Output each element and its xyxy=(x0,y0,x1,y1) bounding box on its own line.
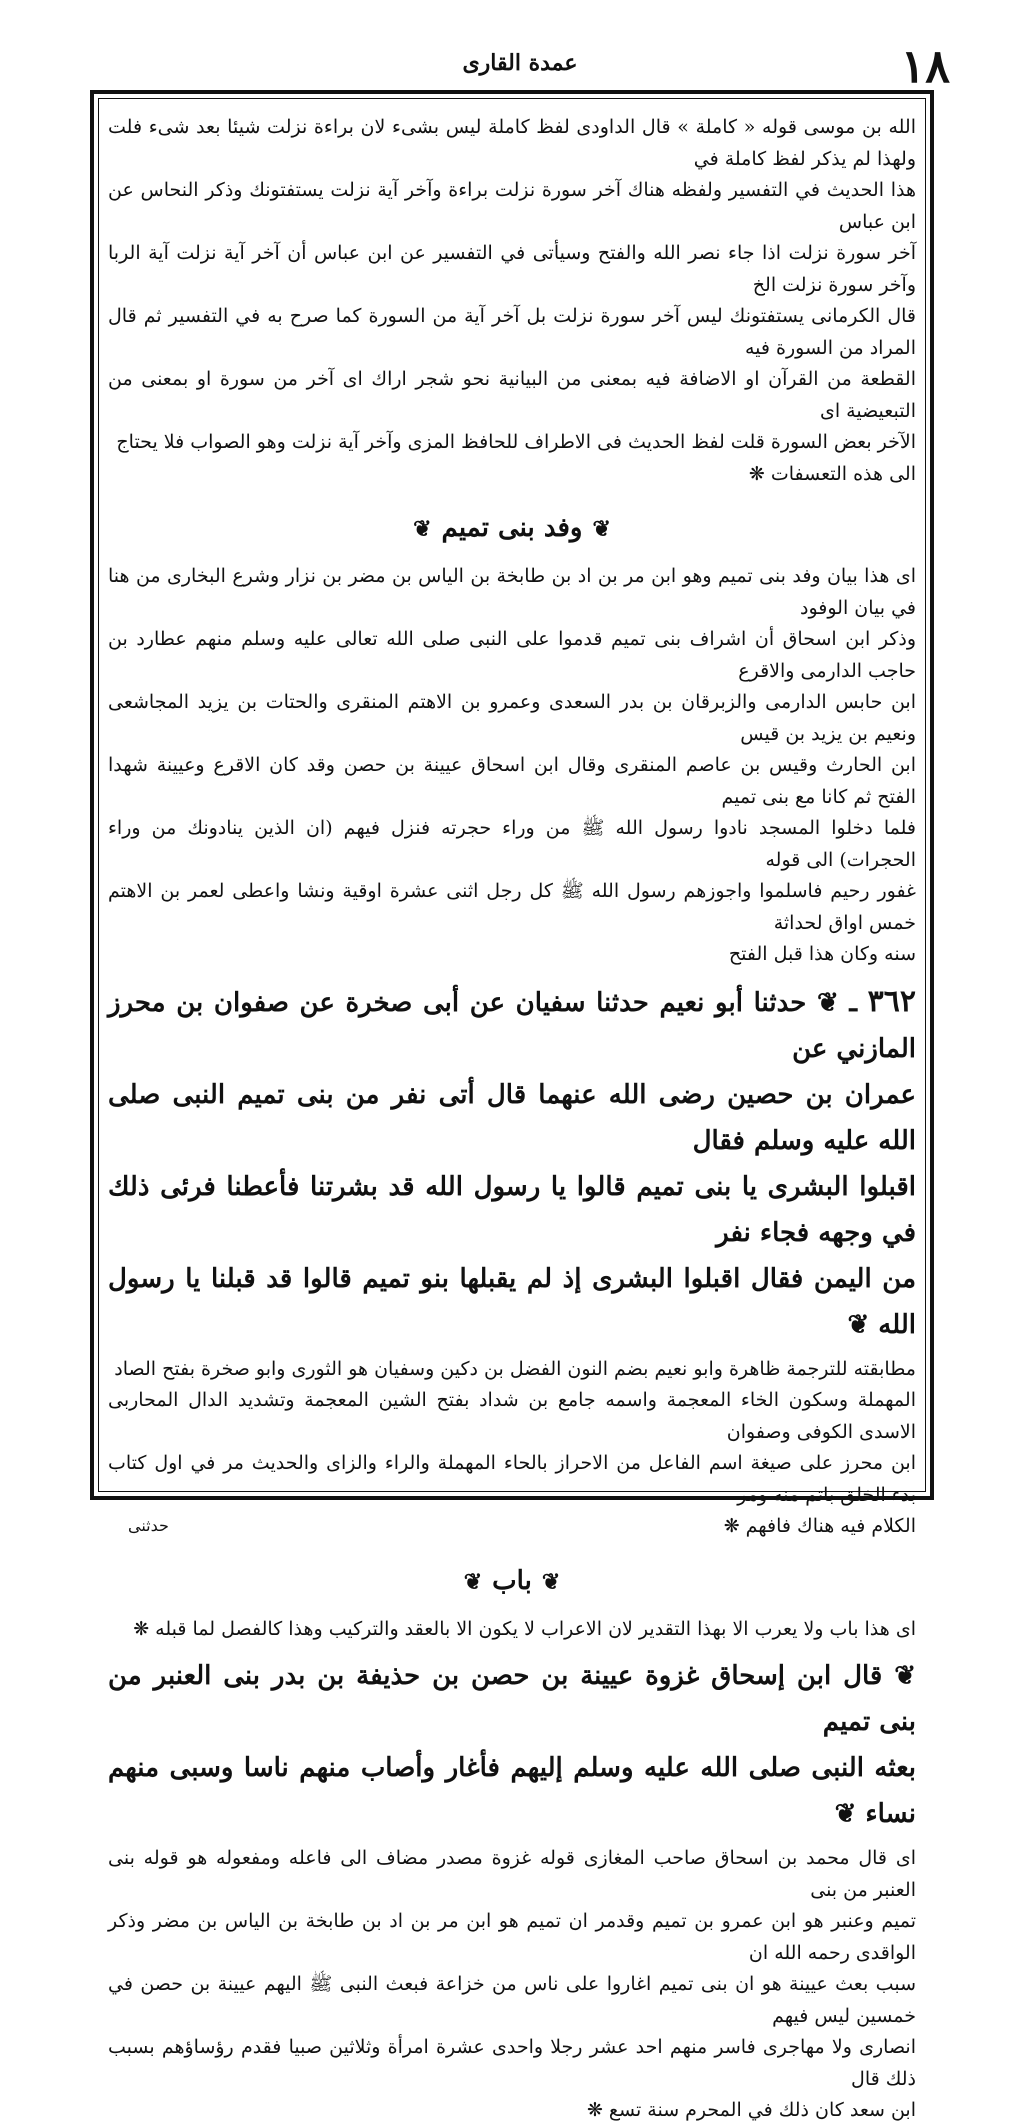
hadith-line: بعثه النبى صلى الله عليه وسلم إليهم فأغار وأصاب منهم ناسا وسبى منهم نساء ❦ xyxy=(108,1753,916,1829)
hadith-ibn-ishaq xyxy=(108,1653,916,1837)
text-line: تميم وعنبر هو ابن عمرو بن تميم وقدمر ان تميم هو ابن مر بن اد بن طابخة بن الياس بن مضر وذكر الواقدى رحمه الله ان xyxy=(108,1910,916,1964)
text-line: وذكر ابن اسحاق أن اشراف بنى تميم قدموا على النبى صلى الله تعالى عليه وسلم منهم عطارد بن حاجب الدارمى والاقرع xyxy=(108,628,916,682)
section-heading-text: وفد بنى تميم xyxy=(441,513,583,543)
ornament-icon: ❦ xyxy=(463,1568,483,1595)
page-header xyxy=(90,40,950,92)
text-line: القطعة من القرآن او الاضافة فيه بمعنى من البيانية نحو شجر اراك اى آخر من سورة او بمعنى من التبعيضية اى xyxy=(108,368,916,422)
text-line: الى هذه التعسفات ❋ xyxy=(748,462,916,485)
text-line: المهملة وسكون الخاء المعجمة واسمه جامع بن شداد بفتح الشين المعجمة وتشديد الدال المحاربى الاسدى الكوفى وصفوان xyxy=(108,1389,916,1443)
text-line: الآخر بعض السورة قلت لفظ الحديث فى الاطراف للحافظ المزى وآخر آية نزلت وهو الصواب فلا يحتاج xyxy=(116,431,916,453)
text-line: سبب بعث عيينة هو ان بنى تميم اغاروا على ناس من خزاعة فبعث النبى ﷺ اليهم عيينة بن حصن في خمسين ليس فيهم xyxy=(108,1973,916,2027)
section-heading-bab xyxy=(108,1561,916,1602)
ornament-icon: ❦ xyxy=(413,516,432,542)
text-line: ابن حابس الدارمى والزبرقان بن بدر السعدى وعمرو بن الاهتم المنقرى والحتات بن يزيد المجاشعى ونعيم بن يزيد بن قيس xyxy=(108,691,916,745)
text-line: فلما دخلوا المسجد نادوا رسول الله ﷺ من وراء حجرته فنزل فيهم (ان الذين ينادونك من وراء الحجرات) الى قوله xyxy=(108,817,916,871)
hadith-line: عمران بن حصين رضى الله عنهما قال أتى نفر من بنى تميم النبى صلى الله عليه وسلم فقال xyxy=(108,1079,916,1156)
text-line: غفور رحيم فاسلموا واجوزهم رسول الله ﷺ كل رجل اثنى عشرة اوقية ونشا واعطى لعمر بن الاهتم خمس اواق لحداثة xyxy=(108,880,916,934)
text-line: اى هذا بيان وفد بنى تميم وهو ابن مر بن اد بن طابخة بن الياس بن مضر بن نزار وشرع البخارى من هنا في بيان الوفود xyxy=(108,565,916,619)
hadith-line: من اليمن فقال اقبلوا البشرى إذ لم يقبلها بنو تميم قالوا قد قبلنا يا رسول الله ❦ xyxy=(108,1263,916,1340)
hadith-line: ٣٦٢ ـ ❦ حدثنا أبو نعيم حدثنا سفيان عن أبى صخرة عن صفوان بن محرز المازني عن xyxy=(108,983,917,1064)
ornament-icon: ❦ xyxy=(592,516,611,542)
paragraph-1 xyxy=(108,112,916,490)
text-line: اى هذا باب ولا يعرب الا بهذا التقدير لان الاعراب لا يكون الا بالعقد والتركيب وهذا كالفصل لما قبله ❋ xyxy=(133,1617,916,1640)
hadith-362 xyxy=(108,979,916,1348)
section-heading-text: باب xyxy=(492,1565,532,1596)
section-heading-wafd xyxy=(108,508,916,549)
catchword: حدثنى xyxy=(128,1516,169,1535)
text-line: ابن سعد كان ذلك في المحرم سنة تسع ❋ xyxy=(586,2099,916,2121)
text-line: الله بن موسى قوله « كاملة » قال الداودى لفظ كاملة ليس بشىء لان براءة نزلت شيئا بعد شىء فلت ولهذا لم يذكر لفظ كاملة في xyxy=(108,116,916,170)
paragraph-3 xyxy=(108,1354,916,1543)
hadith-text: قال ابن إسحاق غزوة عيينة بن حصن بن حذيفة بن بدر بنى العنبر من بنى تميم xyxy=(108,1661,916,1737)
text-line: الكلام فيه هناك فافهم ❋ xyxy=(723,1515,916,1537)
book-title: عمدة القارى xyxy=(462,50,578,76)
text-line: قال الكرمانى يستفتونك ليس آخر سورة نزلت بل آخر آية من السورة كما صرح به في التفسير ثم قال المراد من السورة فيه xyxy=(108,305,916,359)
paragraph-5 xyxy=(108,1843,916,2127)
ornament-icon: ❦ xyxy=(541,1568,561,1595)
text-line: انصارى ولا مهاجرى فاسر منهم احد عشر رجلا واحدى عشرة امرأة وثلاثين صبيا فقدم رؤساؤهم بسبب ذلك قال xyxy=(108,2036,916,2090)
text-line: سنه وكان هذا قبل الفتح xyxy=(728,943,916,965)
page-number: ١٨ xyxy=(900,39,950,93)
text-line: مطابقته للترجمة ظاهرة وابو نعيم بضم النون الفضل بن دكين وسفيان هو الثورى وابو صخرة بفتح الصاد xyxy=(114,1357,916,1380)
text-line: ابن الحارث وقيس بن عاصم المنقرى وقال ابن اسحاق عيينة بن حصن وقد كان الاقرع وعيينة شهدا الفتح ثم كانا مع بنى تميم xyxy=(108,754,916,808)
text-line: آخر سورة نزلت اذا جاء نصر الله والفتح وسيأتى في التفسير عن ابن عباس أن آخر آية نزلت آية الربا وآخر سورة نزلت الخ xyxy=(108,242,916,296)
hadith-number: ٣٦٢ xyxy=(867,983,917,1019)
hadith-text: من اليمن فقال اقبلوا البشرى إذ لم يقبلها بنو تميم قالوا قد قبلنا يا رسول الله xyxy=(108,1263,916,1340)
hadith-line: اقبلوا البشرى يا بنى تميم قالوا يا رسول الله قد بشرتنا فأعطنا فرئى ذلك في وجهه فجاء نفر xyxy=(108,1171,916,1248)
paragraph-2 xyxy=(108,561,916,971)
hadith-text: بعثه النبى صلى الله عليه وسلم إليهم فأغار وأصاب منهم ناسا وسبى منهم نساء xyxy=(108,1753,916,1829)
hadith-line: ❦ قال ابن إسحاق غزوة عيينة بن حصن بن حذيفة بن بدر بنى العنبر من بنى تميم xyxy=(108,1661,916,1737)
paragraph-4 xyxy=(108,1614,916,1646)
hadith-text: حدثنا أبو نعيم حدثنا سفيان عن أبى صخرة عن صفوان بن محرز المازني عن xyxy=(108,987,916,1064)
text-line: هذا الحديث في التفسير ولفظه هناك آخر سورة نزلت براءة وآخر آية نزلت يستفتونك وذكر النحاس عن ابن عباس xyxy=(108,179,916,233)
text-line: ابن محرز على صيغة اسم الفاعل من الاحراز بالحاء المهملة والراء والزاى والحديث مر في اول كتاب بدء الخلق باتم منه ومر xyxy=(108,1452,916,1506)
text-line: اى قال محمد بن اسحاق صاحب المغازى قوله غزوة مصدر مضاف الى فاعله ومفعوله هو قوله بنى العنبر من بنى xyxy=(108,1847,916,1901)
